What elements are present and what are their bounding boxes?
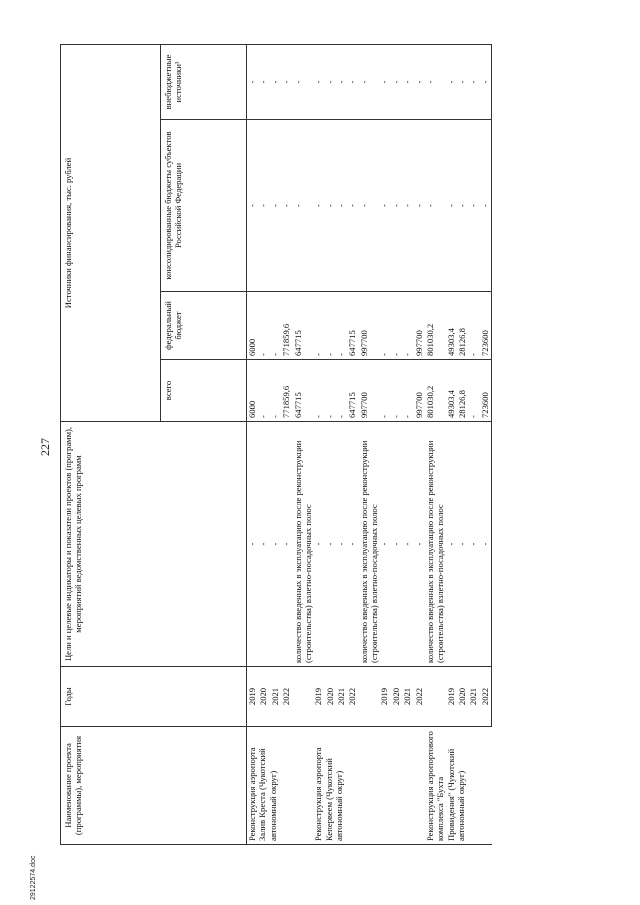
goal-cell: - bbox=[391, 422, 402, 667]
federal-cell: - bbox=[270, 292, 281, 360]
header-name: Наименование проекта (программы), мероприятия bbox=[61, 727, 247, 845]
total-cell: - bbox=[379, 360, 390, 422]
year-cell: 2019 bbox=[379, 667, 390, 727]
year-cell: 2020 bbox=[325, 667, 336, 727]
extra-cell: - bbox=[270, 44, 281, 119]
extra-cell: - bbox=[347, 44, 358, 119]
regional-cell: - bbox=[347, 120, 358, 292]
table-row bbox=[414, 44, 425, 844]
goal-cell: - bbox=[480, 422, 492, 667]
goal-cell: - bbox=[414, 422, 425, 667]
header-years: Годы bbox=[61, 667, 247, 727]
extra-cell: - bbox=[247, 44, 259, 119]
year-cell: 2019 bbox=[446, 667, 457, 727]
project-name-cell: Реконструкция аэропорта Залив Креста (Чукотский автономный округ) bbox=[247, 727, 314, 845]
table-row bbox=[347, 44, 358, 844]
regional-cell: - bbox=[281, 120, 292, 292]
federal-cell: 997700 bbox=[359, 292, 380, 360]
header-federal: федеральный бюджет bbox=[161, 292, 247, 360]
federal-cell: - bbox=[313, 292, 324, 360]
regional-cell: - bbox=[425, 120, 446, 292]
extra-cell: - bbox=[258, 44, 269, 119]
goal-cell: - bbox=[258, 422, 269, 667]
extra-cell: - bbox=[468, 44, 479, 119]
regional-cell: - bbox=[359, 120, 380, 292]
regional-cell: - bbox=[379, 120, 390, 292]
regional-cell: - bbox=[270, 120, 281, 292]
total-cell: - bbox=[402, 360, 413, 422]
year-cell bbox=[359, 667, 380, 727]
header-extra: внебюджетные источники¹ bbox=[161, 44, 247, 119]
goal-cell: - bbox=[446, 422, 457, 667]
federal-cell: 723600 bbox=[480, 292, 492, 360]
regional-cell: - bbox=[402, 120, 413, 292]
extra-cell: - bbox=[281, 44, 292, 119]
regional-cell: - bbox=[247, 120, 259, 292]
regional-cell: - bbox=[480, 120, 492, 292]
total-cell: - bbox=[391, 360, 402, 422]
goal-cell: - bbox=[379, 422, 390, 667]
regional-cell: - bbox=[313, 120, 324, 292]
financing-table bbox=[60, 44, 492, 845]
footer-filename: 29122574.doc bbox=[30, 855, 37, 900]
table-row bbox=[446, 44, 457, 844]
federal-cell: 997700 bbox=[414, 292, 425, 360]
extra-cell: - bbox=[379, 44, 390, 119]
table-row bbox=[379, 44, 390, 844]
year-cell: 2019 bbox=[247, 667, 259, 727]
federal-cell: - bbox=[336, 292, 347, 360]
table-row bbox=[258, 44, 269, 844]
project-name-cell: Реконструкция аэропортового комплекса "Бухта Провидения" (Чукотский автономный округ) bbox=[425, 727, 492, 845]
extra-cell: - bbox=[293, 44, 314, 119]
regional-cell: - bbox=[414, 120, 425, 292]
goal-cell: - bbox=[468, 422, 479, 667]
regional-cell: - bbox=[446, 120, 457, 292]
federal-cell: 6000 bbox=[247, 292, 259, 360]
regional-cell: - bbox=[336, 120, 347, 292]
year-cell: 2022 bbox=[414, 667, 425, 727]
regional-cell: - bbox=[258, 120, 269, 292]
table-row bbox=[457, 44, 468, 844]
table-row bbox=[270, 44, 281, 844]
goal-cell: - bbox=[247, 422, 259, 667]
year-cell: 2022 bbox=[480, 667, 492, 727]
regional-cell: - bbox=[391, 120, 402, 292]
federal-cell: - bbox=[258, 292, 269, 360]
federal-cell: 28126,8 bbox=[457, 292, 468, 360]
goal-cell: - bbox=[336, 422, 347, 667]
extra-cell: - bbox=[457, 44, 468, 119]
table-row bbox=[425, 44, 446, 844]
extra-cell: - bbox=[336, 44, 347, 119]
total-cell: 801030,2 bbox=[425, 360, 446, 422]
total-cell: 6000 bbox=[247, 360, 259, 422]
total-cell: - bbox=[468, 360, 479, 422]
table-row bbox=[468, 44, 479, 844]
total-cell: 647715 bbox=[293, 360, 314, 422]
extra-cell: - bbox=[402, 44, 413, 119]
extra-cell: - bbox=[425, 44, 446, 119]
regional-cell: - bbox=[468, 120, 479, 292]
year-cell: 2021 bbox=[336, 667, 347, 727]
goal-cell: - bbox=[313, 422, 324, 667]
total-cell: - bbox=[336, 360, 347, 422]
table-row bbox=[391, 44, 402, 844]
table-row bbox=[325, 44, 336, 844]
federal-cell: 801030,2 bbox=[425, 292, 446, 360]
total-cell: - bbox=[325, 360, 336, 422]
regional-cell: - bbox=[293, 120, 314, 292]
year-cell: 2022 bbox=[281, 667, 292, 727]
federal-cell: - bbox=[379, 292, 390, 360]
total-cell: 997700 bbox=[414, 360, 425, 422]
regional-cell: - bbox=[325, 120, 336, 292]
year-cell: 2021 bbox=[402, 667, 413, 727]
header-regional: консолидированные бюджеты субъектов Российской Федерации bbox=[161, 120, 247, 292]
year-cell: 2021 bbox=[468, 667, 479, 727]
federal-cell: - bbox=[468, 292, 479, 360]
total-cell: 647715 bbox=[347, 360, 358, 422]
table-row bbox=[359, 44, 380, 844]
goal-cell: - bbox=[457, 422, 468, 667]
header-total: всего bbox=[161, 360, 247, 422]
federal-cell: - bbox=[402, 292, 413, 360]
year-cell: 2020 bbox=[391, 667, 402, 727]
total-cell: - bbox=[313, 360, 324, 422]
extra-cell: - bbox=[325, 44, 336, 119]
table-body bbox=[247, 44, 492, 844]
table-row bbox=[402, 44, 413, 844]
extra-cell: - bbox=[359, 44, 380, 119]
rotated-page bbox=[60, 45, 605, 845]
goal-cell: - bbox=[402, 422, 413, 667]
year-cell bbox=[425, 667, 446, 727]
table-row bbox=[336, 44, 347, 844]
table-row bbox=[247, 44, 259, 844]
regional-cell: - bbox=[457, 120, 468, 292]
year-cell: 2021 bbox=[270, 667, 281, 727]
page-number: 227 bbox=[38, 438, 52, 456]
goal-cell: - bbox=[281, 422, 292, 667]
total-cell: - bbox=[258, 360, 269, 422]
year-cell bbox=[293, 667, 314, 727]
project-name-cell bbox=[379, 727, 425, 845]
table-row bbox=[281, 44, 292, 844]
goal-cell: - bbox=[347, 422, 358, 667]
extra-cell: - bbox=[414, 44, 425, 119]
goal-cell: количество введенных в эксплуатацию после реконструкции (строительства) взлетно-посадочных полос bbox=[425, 422, 446, 667]
federal-cell: 771859,6 bbox=[281, 292, 292, 360]
year-cell: 2020 bbox=[457, 667, 468, 727]
header-sources: Источники финансирования, тыс. рублей bbox=[61, 44, 161, 421]
federal-cell: 647715 bbox=[347, 292, 358, 360]
year-cell: 2020 bbox=[258, 667, 269, 727]
total-cell: 771859,6 bbox=[281, 360, 292, 422]
table-row bbox=[313, 44, 324, 844]
year-cell: 2022 bbox=[347, 667, 358, 727]
extra-cell: - bbox=[313, 44, 324, 119]
project-name-cell: Реконструкция аэропорта Кепервеем (Чукотский автономный округ) bbox=[313, 727, 379, 845]
federal-cell: - bbox=[325, 292, 336, 360]
total-cell: - bbox=[270, 360, 281, 422]
total-cell: 49303,4 bbox=[446, 360, 457, 422]
table-row bbox=[480, 44, 492, 844]
federal-cell: 647715 bbox=[293, 292, 314, 360]
total-cell: 997700 bbox=[359, 360, 380, 422]
extra-cell: - bbox=[446, 44, 457, 119]
header-goals: Цели и целевые индикаторы и показатели проектов (программ), мероприятий ведомственных целевых программ bbox=[61, 422, 247, 667]
goal-cell: - bbox=[325, 422, 336, 667]
table-row bbox=[293, 44, 314, 844]
year-cell: 2019 bbox=[313, 667, 324, 727]
goal-cell: - bbox=[270, 422, 281, 667]
goal-cell: количество введенных в эксплуатацию после реконструкции (строительства) взлетно-посадочных полос bbox=[359, 422, 380, 667]
total-cell: 28126,8 bbox=[457, 360, 468, 422]
federal-cell: - bbox=[391, 292, 402, 360]
extra-cell: - bbox=[391, 44, 402, 119]
total-cell: 723600 bbox=[480, 360, 492, 422]
extra-cell: - bbox=[480, 44, 492, 119]
federal-cell: 49303,4 bbox=[446, 292, 457, 360]
goal-cell: количество введенных в эксплуатацию после реконструкции (строительства) взлетно-посадочных полос bbox=[293, 422, 314, 667]
